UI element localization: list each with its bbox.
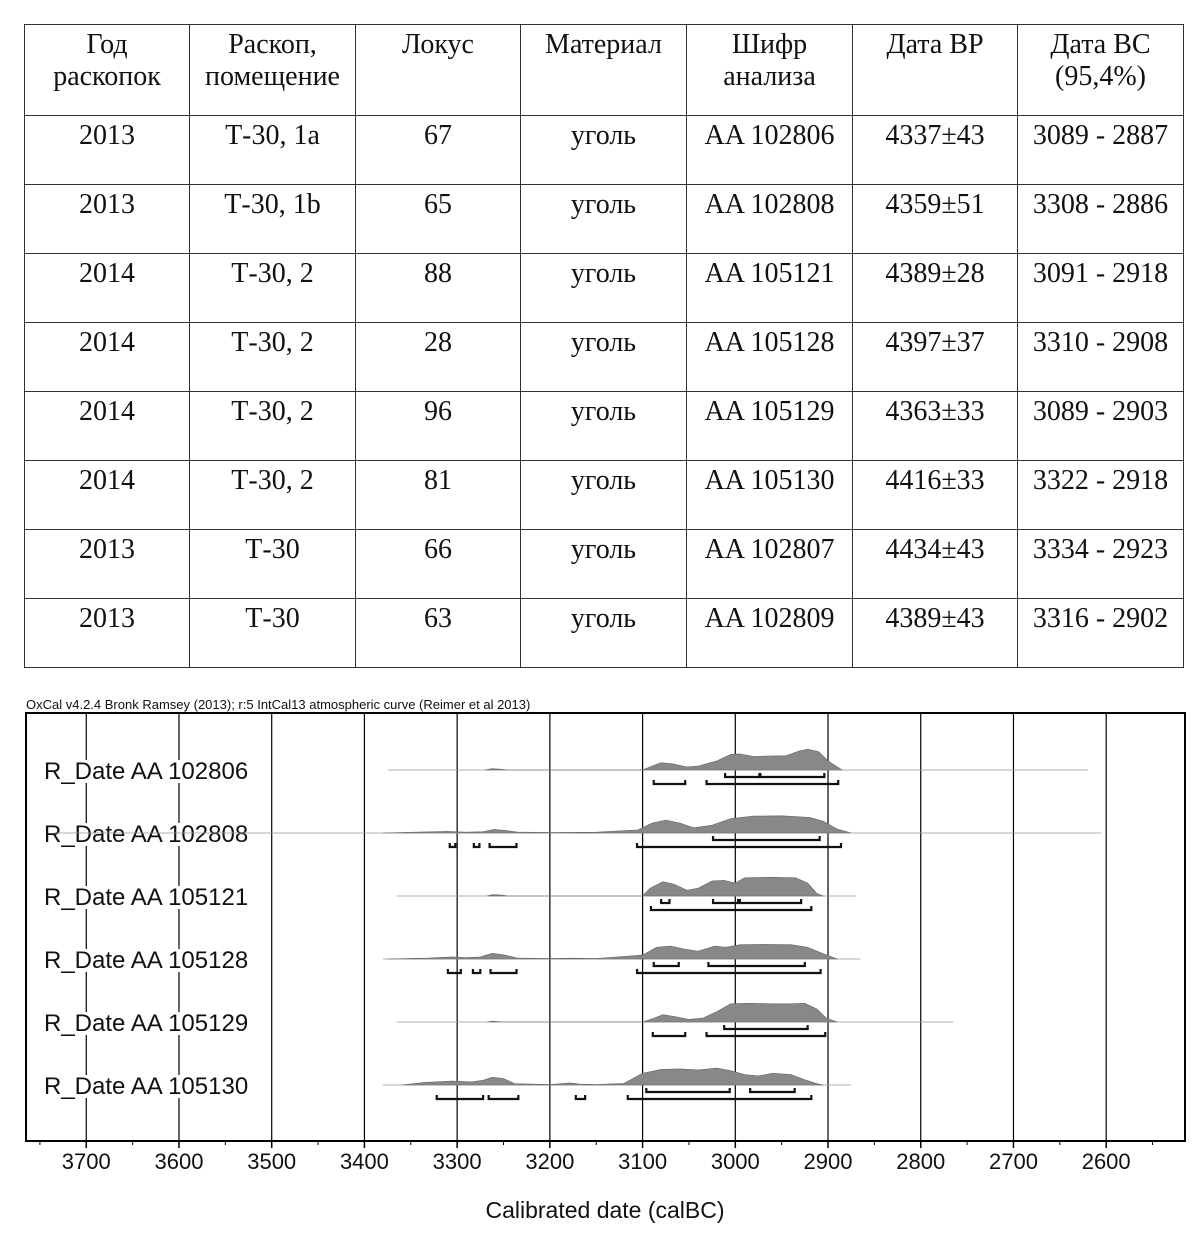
table-cell: 2013 bbox=[25, 116, 190, 185]
table-cell: AA 105130 bbox=[687, 461, 853, 530]
column-header-line: раскопок bbox=[53, 61, 161, 92]
table-cell: Т-30, 2 bbox=[190, 392, 356, 461]
table-row bbox=[25, 461, 1184, 530]
table-cell: AA 102808 bbox=[687, 185, 853, 254]
x-tick-label: 2900 bbox=[803, 1149, 853, 1174]
table-cell: Т-30, 2 bbox=[190, 323, 356, 392]
table-cell: 3310 - 2908 bbox=[1018, 323, 1184, 392]
oxcal-calibration-chart bbox=[0, 700, 1204, 1235]
table-cell: 4397±37 bbox=[853, 323, 1018, 392]
column-header-line: Раскоп, bbox=[228, 29, 317, 60]
column-header-line: анализа bbox=[723, 61, 816, 92]
series-label: R_Date AA 105129 bbox=[44, 1010, 249, 1037]
hpd-range-bracket bbox=[450, 843, 456, 847]
hpd-range-bracket bbox=[637, 843, 841, 847]
x-tick-label: 2800 bbox=[896, 1149, 946, 1174]
table-cell: 67 bbox=[356, 116, 521, 185]
table-cell: 2013 bbox=[25, 185, 190, 254]
table-cell: Т-30 bbox=[190, 530, 356, 599]
hpd-range-bracket bbox=[491, 969, 517, 973]
hpd-range-bracket bbox=[750, 1088, 795, 1092]
hpd-range-bracket bbox=[713, 899, 738, 903]
x-tick-label: 3600 bbox=[154, 1149, 204, 1174]
table-cell: 2013 bbox=[25, 599, 190, 668]
table-cell: уголь bbox=[521, 530, 687, 599]
table-cell: уголь bbox=[521, 116, 687, 185]
hpd-range-bracket bbox=[646, 1088, 729, 1092]
table-cell: Т-30, 1a bbox=[190, 116, 356, 185]
table-cell: 3308 - 2886 bbox=[1018, 185, 1184, 254]
hpd-range-bracket bbox=[653, 1032, 685, 1036]
hpd-range-bracket bbox=[725, 773, 760, 777]
posterior-density-area bbox=[388, 944, 838, 959]
x-tick-label: 3400 bbox=[339, 1149, 389, 1174]
hpd-range-bracket bbox=[474, 843, 480, 847]
hpd-range-bracket bbox=[448, 969, 461, 973]
table-body bbox=[25, 116, 1184, 668]
hpd-range-bracket bbox=[654, 780, 686, 784]
x-tick-label: 3500 bbox=[247, 1149, 297, 1174]
hpd-range-bracket bbox=[708, 962, 804, 966]
table-cell: 96 bbox=[356, 392, 521, 461]
table-cell: 2014 bbox=[25, 254, 190, 323]
chart-title: OxCal v4.2.4 Bronk Ramsey (2013); r:5 IntCal13 atmospheric curve (Reimer et al 2013) bbox=[26, 697, 531, 712]
series-label: R_Date AA 105121 bbox=[44, 884, 249, 911]
x-tick-label: 2700 bbox=[988, 1149, 1038, 1174]
series-label: R_Date AA 105130 bbox=[44, 1073, 249, 1100]
hpd-range-bracket bbox=[740, 899, 801, 903]
column-header bbox=[356, 25, 521, 116]
table-cell: 4389±43 bbox=[853, 599, 1018, 668]
table-cell: 3089 - 2887 bbox=[1018, 116, 1184, 185]
table-cell: уголь bbox=[521, 323, 687, 392]
column-header bbox=[687, 25, 853, 116]
hpd-range-bracket bbox=[473, 969, 480, 973]
table-row bbox=[25, 185, 1184, 254]
table-cell: 2013 bbox=[25, 530, 190, 599]
column-header-line: помещение bbox=[205, 61, 340, 92]
column-header bbox=[521, 25, 687, 116]
column-header-line: Локус bbox=[402, 29, 474, 60]
hpd-range-bracket bbox=[651, 906, 811, 910]
column-header bbox=[1018, 25, 1184, 116]
table-cell: Т-30 bbox=[190, 599, 356, 668]
table-header-row bbox=[25, 25, 1184, 116]
table-cell: AA 102809 bbox=[687, 599, 853, 668]
series-label: R_Date AA 102806 bbox=[44, 758, 249, 785]
column-header-line: Год bbox=[86, 29, 128, 60]
column-header-line: Материал bbox=[545, 29, 662, 60]
column-header-line: Дата BP bbox=[886, 29, 984, 60]
table-row bbox=[25, 323, 1184, 392]
column-header bbox=[190, 25, 356, 116]
hpd-range-bracket bbox=[576, 1095, 585, 1099]
x-axis-label: Calibrated date (calBC) bbox=[485, 1197, 725, 1223]
hpd-range-bracket bbox=[489, 1095, 519, 1099]
table-cell: Т-30, 2 bbox=[190, 254, 356, 323]
table-cell: AA 102806 bbox=[687, 116, 853, 185]
posterior-density-area bbox=[402, 1068, 824, 1085]
table-cell: Т-30, 2 bbox=[190, 461, 356, 530]
hpd-range-bracket bbox=[490, 843, 517, 847]
posterior-density-area bbox=[487, 1003, 838, 1022]
hpd-range-bracket bbox=[661, 899, 669, 903]
table-row bbox=[25, 116, 1184, 185]
table-header bbox=[25, 25, 1184, 116]
table-cell: 4359±51 bbox=[853, 185, 1018, 254]
table-row bbox=[25, 530, 1184, 599]
table-cell: 3089 - 2903 bbox=[1018, 392, 1184, 461]
table-cell: 63 bbox=[356, 599, 521, 668]
table-cell: 2014 bbox=[25, 392, 190, 461]
table-cell: уголь bbox=[521, 599, 687, 668]
table-cell: уголь bbox=[521, 185, 687, 254]
table-cell: 3334 - 2923 bbox=[1018, 530, 1184, 599]
table-row bbox=[25, 254, 1184, 323]
posterior-density-area bbox=[485, 749, 842, 770]
column-header-line: Шифр bbox=[731, 29, 808, 60]
table-cell: уголь bbox=[521, 254, 687, 323]
x-tick-label: 3300 bbox=[432, 1149, 482, 1174]
hpd-range-bracket bbox=[724, 1025, 807, 1029]
column-header bbox=[25, 25, 190, 116]
table-cell: 3322 - 2918 bbox=[1018, 461, 1184, 530]
hpd-range-bracket bbox=[759, 773, 824, 777]
table-cell: 2014 bbox=[25, 323, 190, 392]
x-tick-label: 3700 bbox=[61, 1149, 111, 1174]
column-header bbox=[853, 25, 1018, 116]
x-tick-label: 3200 bbox=[525, 1149, 575, 1174]
table-cell: AA 105121 bbox=[687, 254, 853, 323]
hpd-range-bracket bbox=[713, 836, 820, 840]
hpd-range-bracket bbox=[437, 1095, 483, 1099]
hpd-range-bracket bbox=[707, 1032, 826, 1036]
table-cell: 4363±33 bbox=[853, 392, 1018, 461]
table-cell: 28 bbox=[356, 323, 521, 392]
hpd-range-bracket bbox=[707, 780, 839, 784]
table-cell: AA 102807 bbox=[687, 530, 853, 599]
x-tick-label: 3000 bbox=[710, 1149, 760, 1174]
table-cell: AA 105128 bbox=[687, 323, 853, 392]
table-cell: 3091 - 2918 bbox=[1018, 254, 1184, 323]
hpd-range-bracket bbox=[637, 969, 821, 973]
table-cell: 4389±28 bbox=[853, 254, 1018, 323]
radiocarbon-dates-table bbox=[24, 24, 1184, 668]
table-cell: 3316 - 2902 bbox=[1018, 599, 1184, 668]
table-cell: 4416±33 bbox=[853, 461, 1018, 530]
table-cell: Т-30, 1b bbox=[190, 185, 356, 254]
table-cell: 4434±43 bbox=[853, 530, 1018, 599]
column-header-line: (95,4%) bbox=[1055, 61, 1146, 92]
table-cell: 66 bbox=[356, 530, 521, 599]
posterior-density-area bbox=[487, 877, 824, 896]
table-row bbox=[25, 392, 1184, 461]
series-label: R_Date AA 105128 bbox=[44, 947, 249, 974]
x-tick-label: 3100 bbox=[618, 1149, 668, 1174]
series-label: R_Date AA 102808 bbox=[44, 821, 249, 848]
table-row bbox=[25, 599, 1184, 668]
table-cell: уголь bbox=[521, 461, 687, 530]
x-tick-label: 2600 bbox=[1081, 1149, 1131, 1174]
table-cell: 81 bbox=[356, 461, 521, 530]
table-cell: уголь bbox=[521, 392, 687, 461]
posterior-density-area bbox=[383, 816, 851, 833]
hpd-range-bracket bbox=[628, 1095, 812, 1099]
table-cell: 88 bbox=[356, 254, 521, 323]
table-cell: 65 bbox=[356, 185, 521, 254]
table-cell: 2014 bbox=[25, 461, 190, 530]
column-header-line: Дата BC bbox=[1050, 29, 1151, 60]
table-cell: AA 105129 bbox=[687, 392, 853, 461]
table-cell: 4337±43 bbox=[853, 116, 1018, 185]
hpd-range-bracket bbox=[654, 962, 679, 966]
